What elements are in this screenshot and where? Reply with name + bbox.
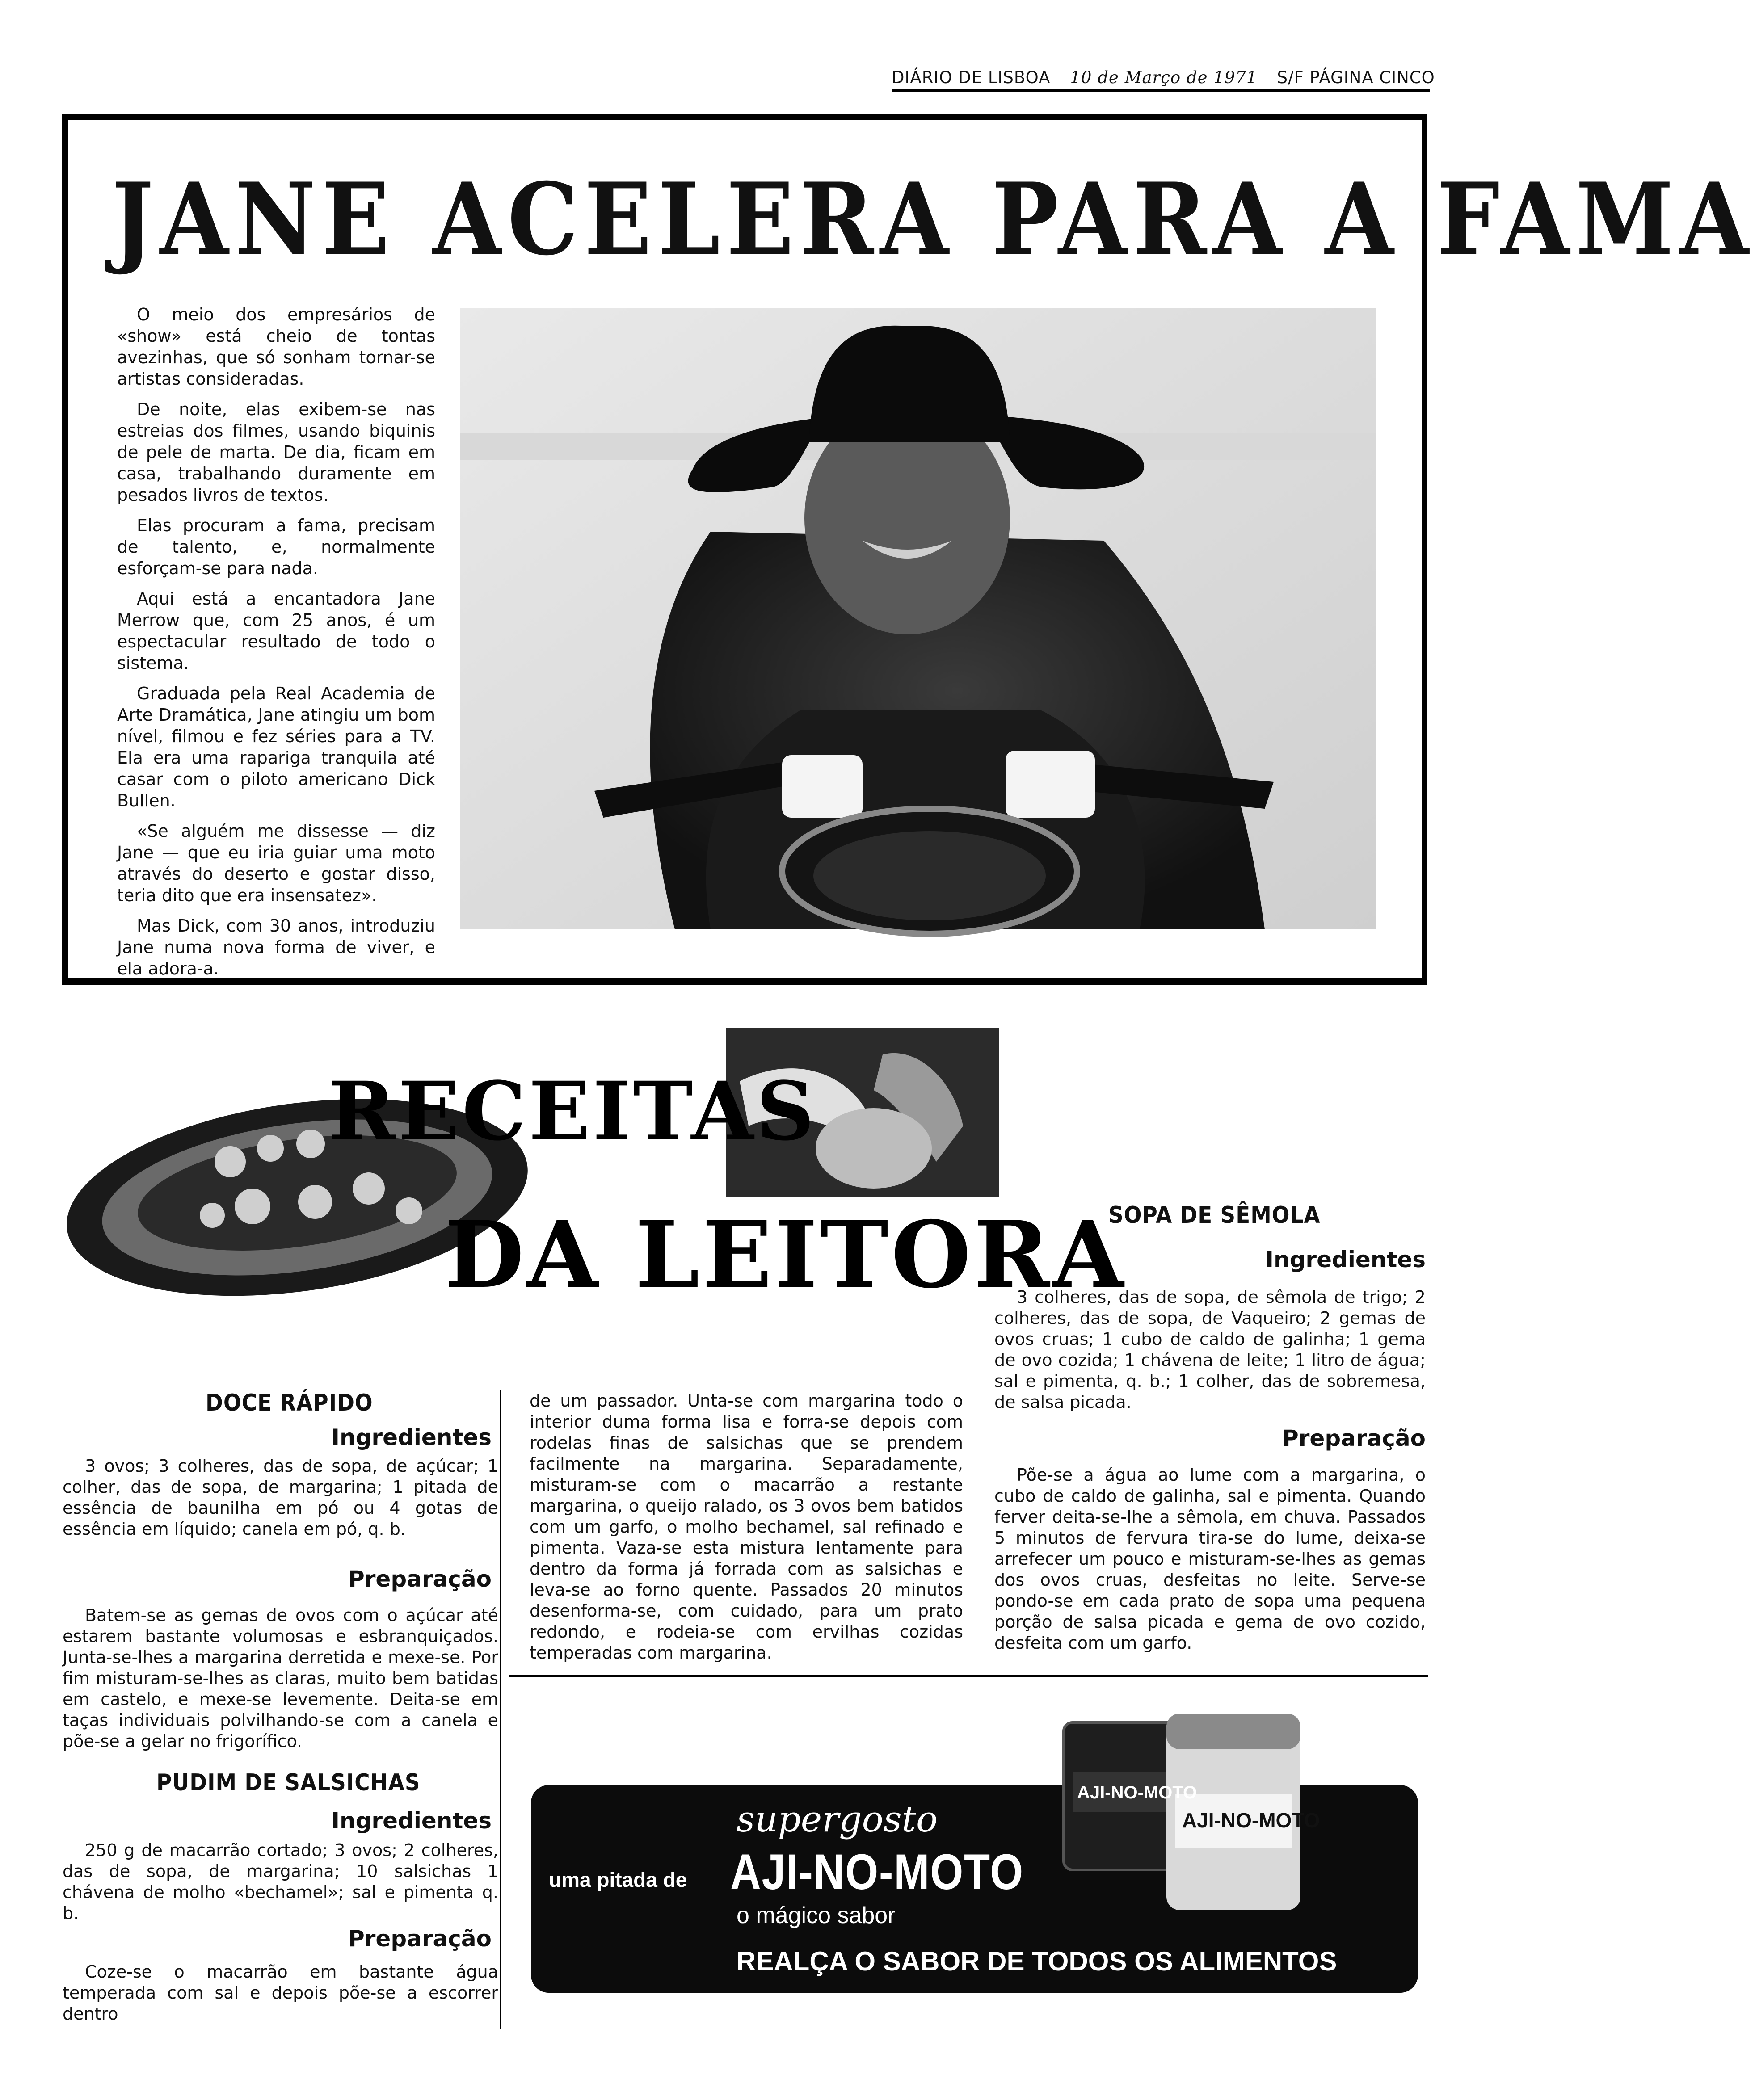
recipes-heading-graphic xyxy=(42,1028,1127,1331)
ad-subline: o mágico sabor xyxy=(737,1903,896,1928)
doce-rapido-ingredients xyxy=(63,1456,498,1540)
pudim-ingredients xyxy=(63,1840,498,1924)
feature-paragraph: Mas Dick, com 30 anos, introduziu Jane numa nova forma de viver, e ela adora-a. xyxy=(117,916,435,979)
feature-paragraph: Aqui está a encantadora Jane Merrow que, com 25 anos, é um espectacular resultado de todo o sistema. xyxy=(117,589,435,673)
ad-tagline-script: supergosto xyxy=(737,1798,938,1840)
preparation-text: de um passador. Unta-se com margarina todo o interior duma forma lisa e forra-se depois com rodelas finas de salsichas que se prendem facilmente na margarina. Separadamente, misturam-se com o macarrão a restante margarina, o queijo ralado, os 3 ovos bem batidos com um garfo, o molho bechamel, sal refinado e pimenta. Vaza-se esta mistura lentamente para dentro da forma já forrada com as salsichas e leva-se ao forno quente. Passados 20 minutos desenforma-se, com cuidado, para um prato redondo, e rodeia-se com ervilhas cozidas temperadas com margarina. xyxy=(530,1391,963,1663)
ingredients-label: Ingredientes xyxy=(331,1808,492,1834)
newspaper-name: DIÁRIO DE LISBOA xyxy=(892,68,1051,87)
feature-paragraph: O meio dos empresários de «show» está cheio de tontas avezinhas, que só sonham tornar-se artistas consideradas. xyxy=(117,305,435,389)
feature-photo xyxy=(460,308,1376,929)
recipe-title-pudim: PUDIM DE SALSICHAS xyxy=(156,1769,421,1796)
ad-separator-rule xyxy=(509,1675,1428,1677)
page-label: S/F PÁGINA CINCO xyxy=(1277,68,1435,87)
feature-paragraph: Graduada pela Real Academia de Arte Dramática, Jane atingiu um bom nível, filmou e fez séries para a TV. Ela era uma rapariga tranquila até casar com o piloto americano Dick Bullen. xyxy=(117,684,435,811)
ajinomoto-jars-photo xyxy=(1055,1709,1320,1919)
preparation-text: Põe-se a água ao lume com a margarina, o cubo de caldo de galinha, sal e pimenta. Quando ferver deita-se-lhe a sêmola, em chuva. Passados 5 minutos de fervura tira-se do lume, deixa-se arrefecer um pouco e misturam-se-lhes as gemas dos ovos cruas, desfeitas no leite. Serve-se pondo-se em cada prato de sopa uma pequena porção de salsa picada e gema de ovo cozido, desfeita com um garfo. xyxy=(994,1465,1426,1653)
feature-article-body xyxy=(117,304,435,988)
jar-label-front: AJI-NO-MOTO xyxy=(1182,1809,1320,1832)
recipe-title-doce-rapido: DOCE RÁPIDO xyxy=(206,1390,373,1416)
feature-paragraph: Elas procuram a fama, precisam de talento, e, normalmente esforçam-se para nada. xyxy=(117,516,435,578)
preparation-label: Preparação xyxy=(1282,1425,1426,1451)
masthead-rule xyxy=(892,89,1430,92)
ad-brand: AJI-NO-MOTO xyxy=(730,1844,1024,1900)
ingredients-label: Ingredientes xyxy=(1265,1247,1426,1273)
column-rule xyxy=(500,1390,501,2029)
jar-label-back: AJI-NO-MOTO xyxy=(1077,1783,1197,1802)
recipes-heading-line2: DA LEITORA xyxy=(445,1201,1127,1309)
preparation-text: Coze-se o macarrão em bastante água temperada com sal e depois põe-se a escorrer dentro xyxy=(63,1962,498,2024)
recipe-title-sopa: SOPA DE SÊMOLA xyxy=(1108,1202,1321,1229)
pudim-preparation xyxy=(63,1961,498,2024)
issue-date: 10 de Março de 1971 xyxy=(1070,68,1258,87)
ingredients-text: 3 ovos; 3 colheres, das de sopa, de açúcar; 1 colher, das de sopa, de margarina; 1 pitada de essência de baunilha em pó ou 4 gotas de essência em líquido; canela em pó, q. b. xyxy=(63,1456,498,1539)
preparation-text: Batem-se as gemas de ovos com o açúcar até estarem bastante volumosas e esbranquiçados. Junta-se-lhes a margarina derretida e mexe-se. Por fim misturam-se-lhes as claras, muito bem batidas em castelo, e mexe-se levemente. Deita-se em taças individuais polvilhando-se com a canela e põe-se a gelar no frigorífico. xyxy=(63,1605,498,1751)
sopa-preparation xyxy=(994,1465,1426,1654)
ad-slogan: REALÇA O SABOR DE TODOS OS ALIMENTOS xyxy=(737,1946,1337,1976)
ingredients-label: Ingredientes xyxy=(331,1424,492,1450)
feature-paragraph: «Se alguém me dissesse — diz Jane — que eu iria guiar uma moto através do deserto e gostar disso, teria dito que era insensatez». xyxy=(117,821,435,905)
preparation-label: Preparação xyxy=(348,1566,492,1592)
feature-paragraph: De noite, elas exibem-se nas estreias dos filmes, usando biquinis de pele de marta. De dia, ficam em casa, trabalhando duramente em pesados livros de textos. xyxy=(117,399,435,505)
preparation-label: Preparação xyxy=(348,1926,492,1952)
ingredients-text: 3 colheres, das de sopa, de sêmola de trigo; 2 colheres, das de sopa, de Vaqueiro; 2 gemas de ovos cruas; 1 cubo de caldo de galinha; 1 gema de ovo cozida; 1 chávena de leite; 1 litro de água; sal e pimenta, q. b.; 1 colher, das de sobremesa, de salsa picada. xyxy=(994,1287,1426,1412)
doce-rapido-preparation xyxy=(63,1605,498,1752)
sopa-ingredients xyxy=(994,1287,1426,1413)
motorcycle-rider-photo xyxy=(460,308,1376,929)
ingredients-text: 250 g de macarrão cortado; 3 ovos; 2 colheres, das de sopa, de margarina; 10 salsichas 1 chávena de molho «bechamel»; sal e pimenta q. b. xyxy=(63,1840,498,1923)
masthead xyxy=(892,68,1435,90)
ad-prefix: uma pitada de xyxy=(549,1868,687,1891)
feature-headline: JANE ACELERA PARA A FAMA xyxy=(112,160,1755,277)
pudim-preparation-continued xyxy=(530,1390,963,1663)
recipes-heading-line1: RECEITAS xyxy=(328,1064,817,1159)
